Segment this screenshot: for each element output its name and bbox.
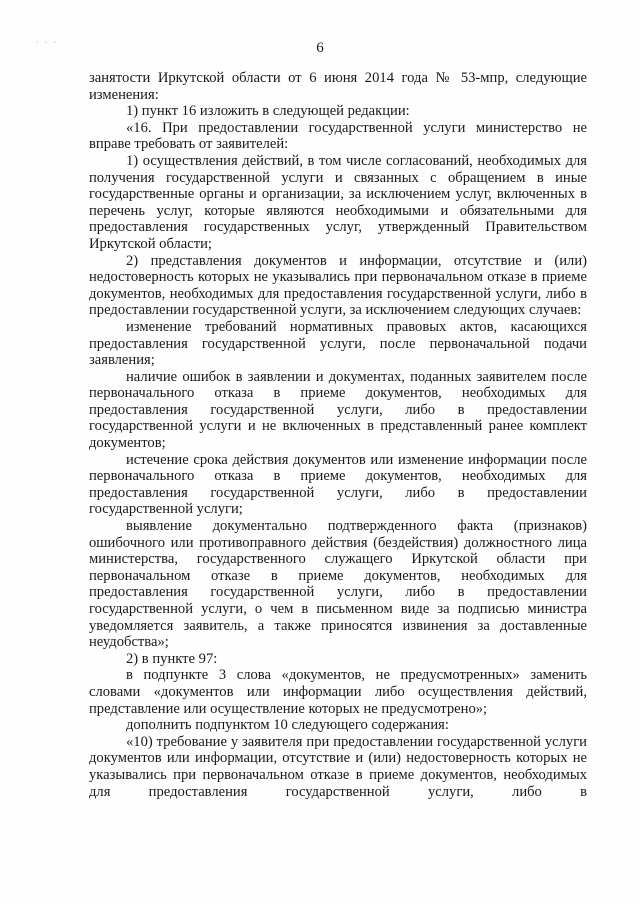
paragraph: наличие ошибок в заявлении и документах, поданных заявителем после первоначального отказа в приеме документов, необходимых для предоставления государственной услуги, либо в предоставлении государственной услуги и не включенных в представленный ранее комплект документов; [89,368,587,452]
paragraph: «16. При предоставлении государственной услуги министерство не вправе требовать от заявителей: [89,119,587,153]
page-number: 6 [316,40,324,56]
paragraph: 2) представления документов и информации, отсутствие и (или) недостоверность которых не указывались при первоначальном отказе в приеме документов, необходимых для предоставления государственной услуги, либо в предоставлении государственной услуги, за исключением следующих случаев: [89,252,587,319]
scan-mark: · · · [36,38,58,47]
paragraph: изменение требований нормативных правовых актов, касающихся предоставления государственной услуги, после первоначальной подачи заявления; [89,318,587,369]
paragraph: «10) требование у заявителя при предоставлении государственной услуги документов или информации, отсутствие и (или) недостоверность которых не указывались при первоначальном отказе в приеме документов, необходимых для предоставления государственной услуги, либо в [89,733,587,800]
paragraph: занятости Иркутской области от 6 июня 2014 года № 53-мпр, следующие изменения: [89,70,587,103]
paragraph: 2) в пункте 97: [126,650,218,667]
paragraph: в подпункте 3 слова «документов, не предусмотренных» заменить словами «документов или информации либо осуществления действий, представление или осуществление которых не предусмотрено»; [89,667,587,717]
paragraph: 1) пункт 16 изложить в следующей редакции: [126,103,410,120]
paragraph: дополнить подпунктом 10 следующего содержания: [126,717,449,734]
document-body [89,70,587,800]
paragraph: истечение срока действия документов или изменение информации после первоначального отказа в приеме документов, необходимых для предоставления государственной услуги, либо в предоставлении государственной услуги; [89,451,587,518]
paragraph: выявление документально подтвержденного факта (признаков) ошибочного или противоправного действия (бездействия) должностного лица министерства, государственного служащего Иркутской области при первоначальном отказе в приеме документов, необходимых для предоставления государственной услуги, либо в предоставлении государственной услуги, о чем в письменном виде за подписью министра уведомляется заявитель, а также приносятся извинения за доставленные неудобства»; [89,518,587,651]
paragraph: 1) осуществления действий, в том числе согласований, необходимых для получения государственной услуги и связанных с обращением в иные государственные органы и организации, за исключением услуг, включенных в перечень услуг, которые являются необходимыми и обязательными для предоставления государственных услуг, утвержденный Правительством Иркутской области; [89,152,587,252]
